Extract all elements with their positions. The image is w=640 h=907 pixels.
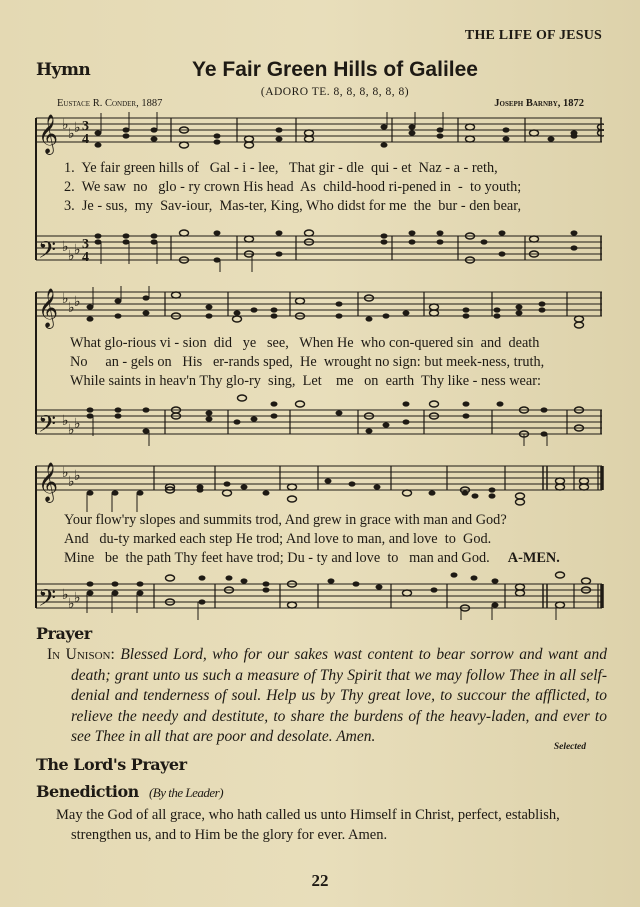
page-number: 22	[311, 871, 329, 890]
svg-text:♭: ♭	[74, 416, 81, 432]
hymn-label: Hymn	[36, 60, 91, 80]
lyric-verse-1: Your flow'ry slopes and summits trod, And grew in grace with man and God?	[64, 512, 507, 528]
prayer-text: Blessed Lord, who for our sakes wast content to bear sorrow and want and death; grant unto us such a measure of Thy Spirit that we may follow Thee in all self-denial and tenderness of soul. Help us by Thy great love, to succour the afflicted, to relieve the needy and destitute, to share the burdens of the heavy-laden, and ever to see Thee in all that are poor and desolate. Amen.	[71, 646, 607, 745]
svg-text:𝄢: 𝄢	[38, 584, 57, 617]
benediction-note: (By the Leader)	[148, 785, 224, 800]
svg-text:♭: ♭	[74, 590, 81, 606]
music-system-1	[34, 112, 604, 272]
lyrics-system-3	[64, 511, 560, 568]
svg-text:♭: ♭	[62, 413, 69, 429]
hymn-author: Eustace R. Conder, 1887	[57, 98, 163, 109]
svg-text:♭: ♭	[68, 248, 75, 264]
lyric-verse-3: While saints in heav'n Thy glo-ry sing, Let me on earth Thy like - ness wear:	[70, 373, 541, 389]
svg-text:4: 4	[82, 132, 89, 147]
lyric-verse-3: 3. Je - sus, my Sav-iour, Mas-ter, King, Who didst for me the bur - den bear,	[64, 198, 522, 214]
svg-text:4: 4	[82, 250, 89, 265]
svg-text:♭: ♭	[62, 465, 69, 481]
lyrics-system-2	[70, 334, 544, 391]
tune-meta: (ADORO TE. 8, 8, 8, 8, 8, 8)	[260, 86, 410, 98]
lyric-verse-3: Mine be the path Thy feet have trod; Du - ty and love to man and God. A-MEN.	[64, 550, 560, 566]
svg-text:𝄢: 𝄢	[38, 410, 57, 443]
prayer-heading: Prayer	[36, 624, 92, 643]
music-system-2	[34, 286, 604, 446]
svg-text:♭: ♭	[62, 291, 69, 307]
svg-text:♭: ♭	[68, 300, 75, 316]
svg-text:𝄢: 𝄢	[38, 236, 57, 269]
music-system-3	[34, 460, 604, 620]
lords-prayer-heading: The Lord's Prayer	[36, 755, 187, 774]
lyric-verse-2: No an - gels on His er-rands sped, He wrought no sign: but meek-ness, truth,	[70, 354, 545, 370]
lyric-verse-2: And du-ty marked each step He trod; And love to man, and love to God.	[64, 531, 492, 547]
svg-text:♭: ♭	[62, 587, 69, 603]
svg-text:♭: ♭	[74, 120, 81, 136]
hymn-composer: Joseph Barnby, 1872	[494, 98, 584, 109]
benediction-body: May the God of all grace, who hath called us unto Himself in Christ, perfect, establish, strengthen us, and to Him be the glory for ever. Amen.	[56, 807, 560, 843]
svg-text:♭: ♭	[74, 468, 81, 484]
svg-text:♭: ♭	[68, 126, 75, 142]
svg-text:3: 3	[82, 237, 89, 252]
svg-text:3: 3	[82, 119, 89, 134]
lyrics-system-1	[64, 159, 521, 216]
svg-text:𝄞: 𝄞	[38, 288, 59, 328]
svg-text:♭: ♭	[74, 242, 81, 258]
svg-text:♭: ♭	[62, 117, 69, 133]
hymn-title: Ye Fair Green Hills of Galilee	[192, 58, 478, 81]
prayer-attribution: Selected	[553, 742, 586, 752]
svg-text:𝄞: 𝄞	[38, 462, 59, 502]
svg-text:♭: ♭	[74, 294, 81, 310]
svg-text:♭: ♭	[62, 239, 69, 255]
svg-text:♭: ♭	[68, 422, 75, 438]
benediction-heading: Benediction (By the Leader)	[36, 782, 224, 801]
lyric-verse-1: What glo-rious vi - sion did ye see, When He who con-quered sin and death	[70, 335, 540, 351]
lyric-verse-1: 1. Ye fair green hills of Gal - i - lee, That gir - dle qui - et Naz - a - reth,	[64, 160, 498, 176]
lyric-verse-2: 2. We saw no glo - ry crown His head As child-hood ri-pened in - to youth;	[64, 179, 522, 195]
prayer-lead: In Unison:	[47, 646, 115, 663]
amen-label: A-MEN.	[507, 550, 560, 566]
running-head: THE LIFE OF JESUS	[464, 28, 602, 43]
svg-text:♭: ♭	[68, 474, 75, 490]
svg-text:♭: ♭	[68, 596, 75, 612]
svg-text:𝄞: 𝄞	[38, 114, 59, 154]
prayer-body	[47, 645, 607, 748]
